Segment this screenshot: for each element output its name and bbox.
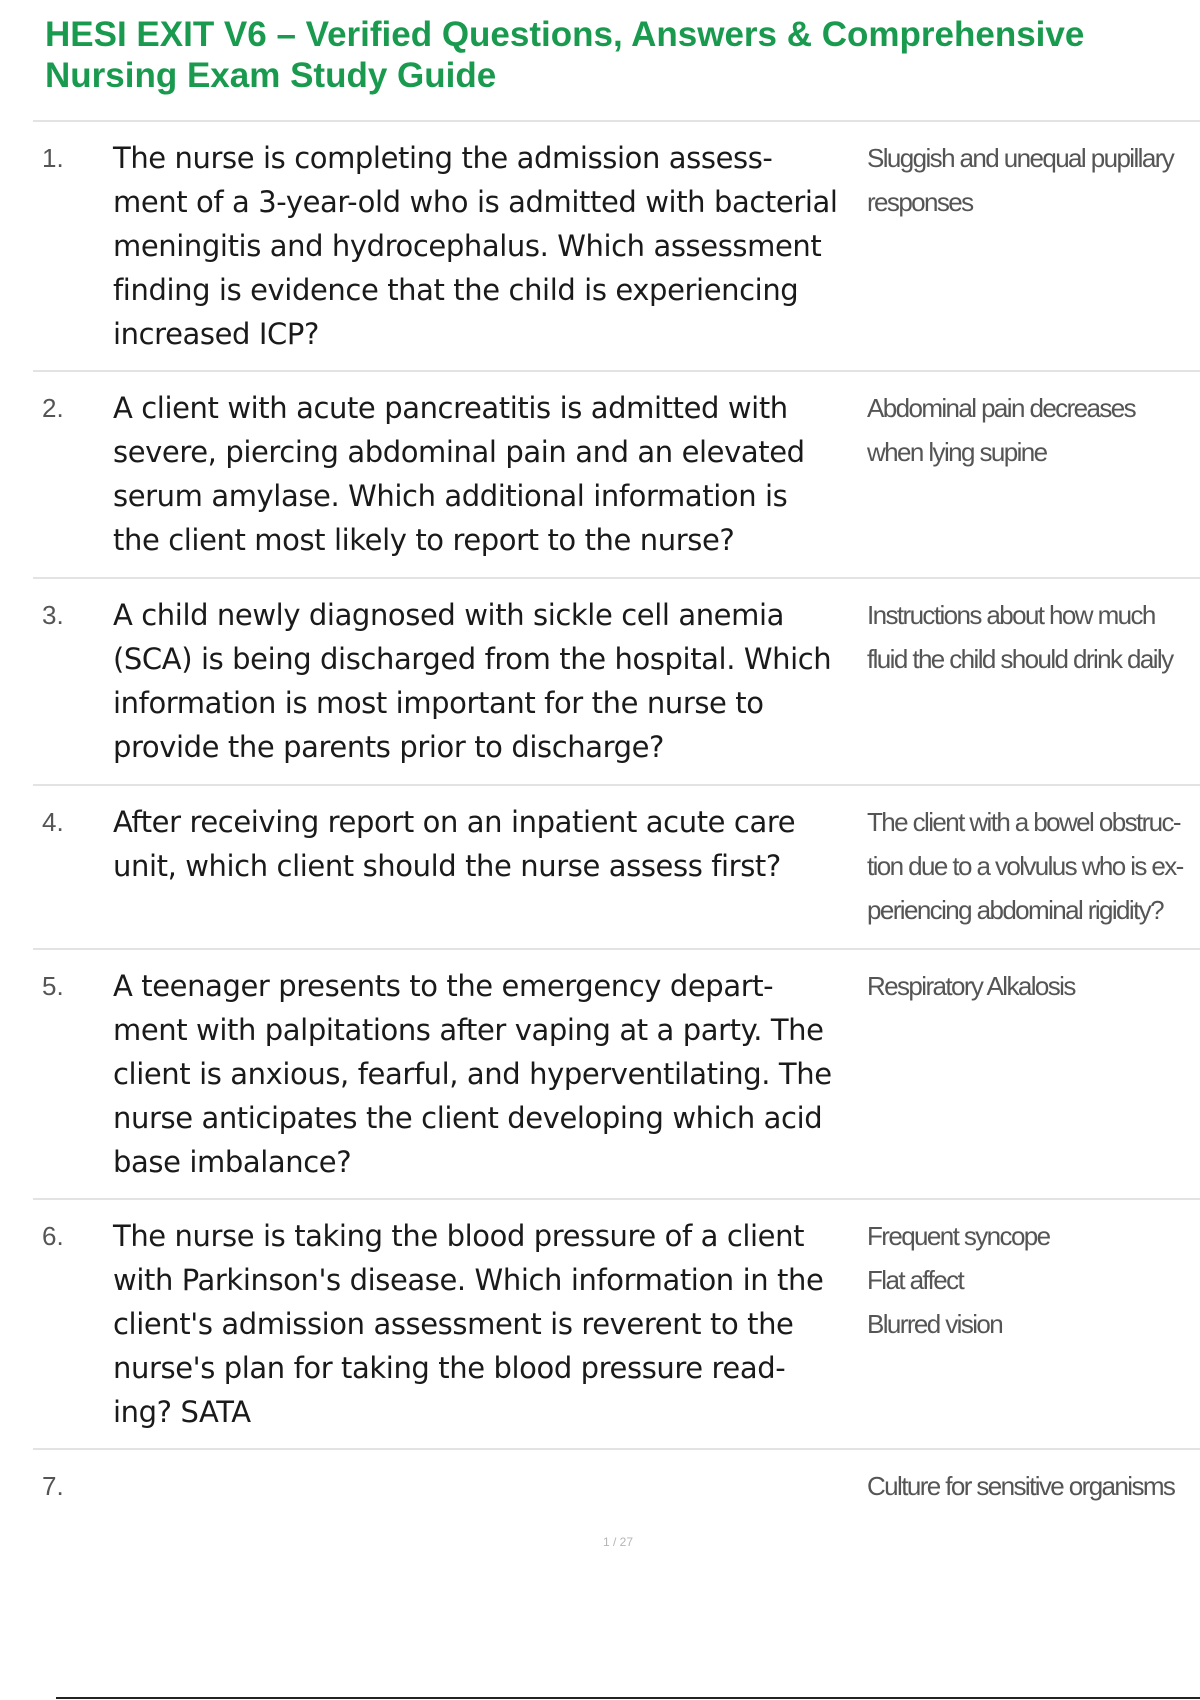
qa-row: [33, 370, 1200, 577]
answer-text: The client with a bowel obstruc- tion due to a volvulus who is ex- periencing abdominal rigidity?: [867, 807, 1183, 925]
qa-row: [33, 577, 1200, 784]
answer-text: Respiratory Alkalosis: [867, 971, 1075, 1001]
qa-row: [33, 948, 1200, 1198]
qa-row: [33, 1198, 1200, 1448]
answer-text: Culture for sensitive organisms: [867, 1471, 1175, 1501]
answer-text: Frequent syncope Flat affect Blurred vision: [867, 1221, 1050, 1339]
document-title: HESI EXIT V6 – Verified Questions, Answers & Comprehensive Nursing Exam Study Guide: [45, 15, 1085, 95]
page-number: 1 / 27: [602, 1535, 634, 1549]
answer-text: Sluggish and unequal pupillary responses: [867, 143, 1174, 217]
question-number: 7.: [42, 1471, 64, 1501]
question-number: 1.: [42, 143, 64, 173]
answer-text: Abdominal pain decreases when lying supine: [867, 393, 1136, 467]
question-number: 2.: [42, 393, 64, 423]
answer-text: Instructions about how much fluid the child should drink daily: [867, 600, 1173, 674]
question-number: 3.: [42, 600, 64, 630]
question-text: The nurse is completing the admission assess- ment of a 3-year-old who is admitted with bacterial meningitis and hydrocephalus. Which assessment finding is evidence that the child is experiencing increased ICP?: [113, 141, 838, 351]
question-number: 4.: [42, 807, 64, 837]
question-text: A client with acute pancreatitis is admitted with severe, piercing abdominal pain and an elevated serum amylase. Which additional information is the client most likely to report to the nurse?: [113, 391, 805, 557]
question-text: The nurse is taking the blood pressure of a client with Parkinson's disease. Which information in the client's admission assessment is reverent to the nurse's plan for taking the blood pressure read- ing? SATA: [113, 1219, 824, 1429]
qa-row: [33, 120, 1200, 370]
question-text: After receiving report on an inpatient acute care unit, which client should the nurse assess first?: [113, 805, 796, 883]
question-text: A child newly diagnosed with sickle cell anemia (SCA) is being discharged from the hospital. Which information is most important for the nurse to provide the parents prior to discharge?: [113, 598, 832, 764]
question-text: A teenager presents to the emergency depart- ment with palpitations after vaping at a party. The client is anxious, fearful, and hyperventilating. The nurse anticipates the client developing which acid base imbalance?: [113, 969, 832, 1179]
qa-row: [33, 784, 1200, 948]
footer-divider: [56, 1697, 1200, 1699]
question-number: 5.: [42, 971, 64, 1001]
qa-list: [33, 120, 1200, 1528]
qa-row: [33, 1448, 1200, 1528]
question-number: 6.: [42, 1221, 64, 1251]
